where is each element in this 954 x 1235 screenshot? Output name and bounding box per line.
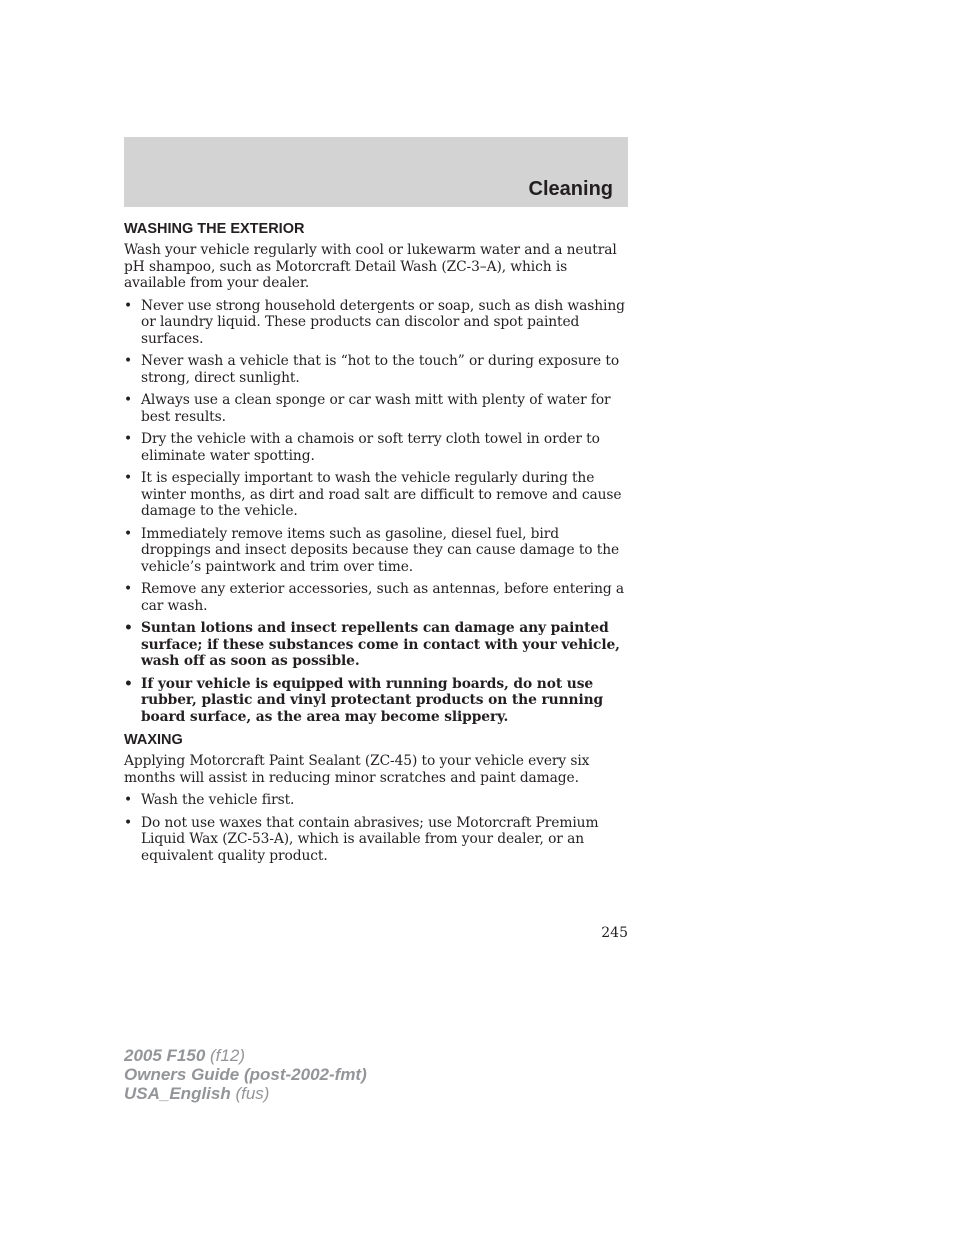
washing-intro: Wash your vehicle regularly with cool or lukewarm water and a neutral pH shampoo, such as Motorcraft Detail Wash (ZC-3–A), which is available from your dealer. [124, 242, 617, 291]
washing-bullet-list [124, 298, 628, 726]
footer-line-locale: USA_English (fus) [124, 1084, 270, 1103]
bullet-icon: • [124, 392, 133, 408]
list-item: • It is especially important to wash the vehicle regularly during the winter months, as dirt and road salt are difficult to remove and cause damage to the vehicle. [124, 470, 622, 519]
section-header-band [124, 137, 628, 207]
warning-list-item: • Suntan lotions and insect repellents can damage any painted surface; if these substances come in contact with your vehicle, wash off as soon as possible. [124, 620, 620, 669]
list-item: • Immediately remove items such as gasoline, diesel fuel, bird droppings and insect deposits because they can cause damage to the vehicle’s paintwork and trim over time. [124, 525, 620, 575]
bullet-icon: • [124, 470, 133, 486]
bullet-icon: • [124, 297, 133, 314]
footer-line-guide: Owners Guide (post-2002-fmt) [124, 1065, 367, 1084]
list-item: • Wash the vehicle first. [124, 792, 295, 808]
list-item: • Never use strong household detergents or soap, such as dish washing or laundry liquid. These products can discolor and spot painted surfaces. [124, 297, 625, 347]
bullet-icon: • [124, 814, 133, 831]
bullet-icon: • [124, 792, 133, 808]
warning-list-item: • If your vehicle is equipped with running boards, do not use rubber, plastic and vinyl protectant products on the running board surface, as the area may become slippery. [124, 675, 604, 725]
list-item: • Never wash a vehicle that is “hot to the touch” or during exposure to strong, direct sunlight. [124, 353, 620, 386]
list-item: • Do not use waxes that contain abrasives; use Motorcraft Premium Liquid Wax (ZC-53-A), which is available from your dealer, or an equivalent quality product. [124, 814, 599, 864]
washing-heading: WASHING THE EXTERIOR [124, 221, 305, 237]
bullet-icon: • [124, 431, 133, 447]
waxing-bullet-list [124, 792, 628, 864]
waxing-intro: Applying Motorcraft Paint Sealant (ZC-45) to your vehicle every six months will assist in reducing minor scratches and paint damage. [124, 753, 590, 786]
document-footer [124, 1046, 367, 1103]
bullet-icon: • [124, 620, 133, 636]
waxing-heading: WAXING [124, 732, 183, 748]
bullet-icon: • [124, 525, 133, 542]
bullet-icon: • [124, 675, 133, 692]
list-item: • Remove any exterior accessories, such as antennas, before entering a car wash. [124, 581, 625, 614]
list-item: • Always use a clean sponge or car wash mitt with plenty of water for best results. [124, 392, 611, 425]
page-number: 245 [601, 925, 628, 941]
bullet-icon: • [124, 581, 133, 597]
section-title: Cleaning [528, 178, 613, 200]
bullet-icon: • [124, 353, 133, 369]
list-item: • Dry the vehicle with a chamois or soft terry cloth towel in order to eliminate water spotting. [124, 431, 600, 464]
footer-line-model: 2005 F150 (f12) [124, 1046, 245, 1065]
page-content [124, 220, 628, 870]
